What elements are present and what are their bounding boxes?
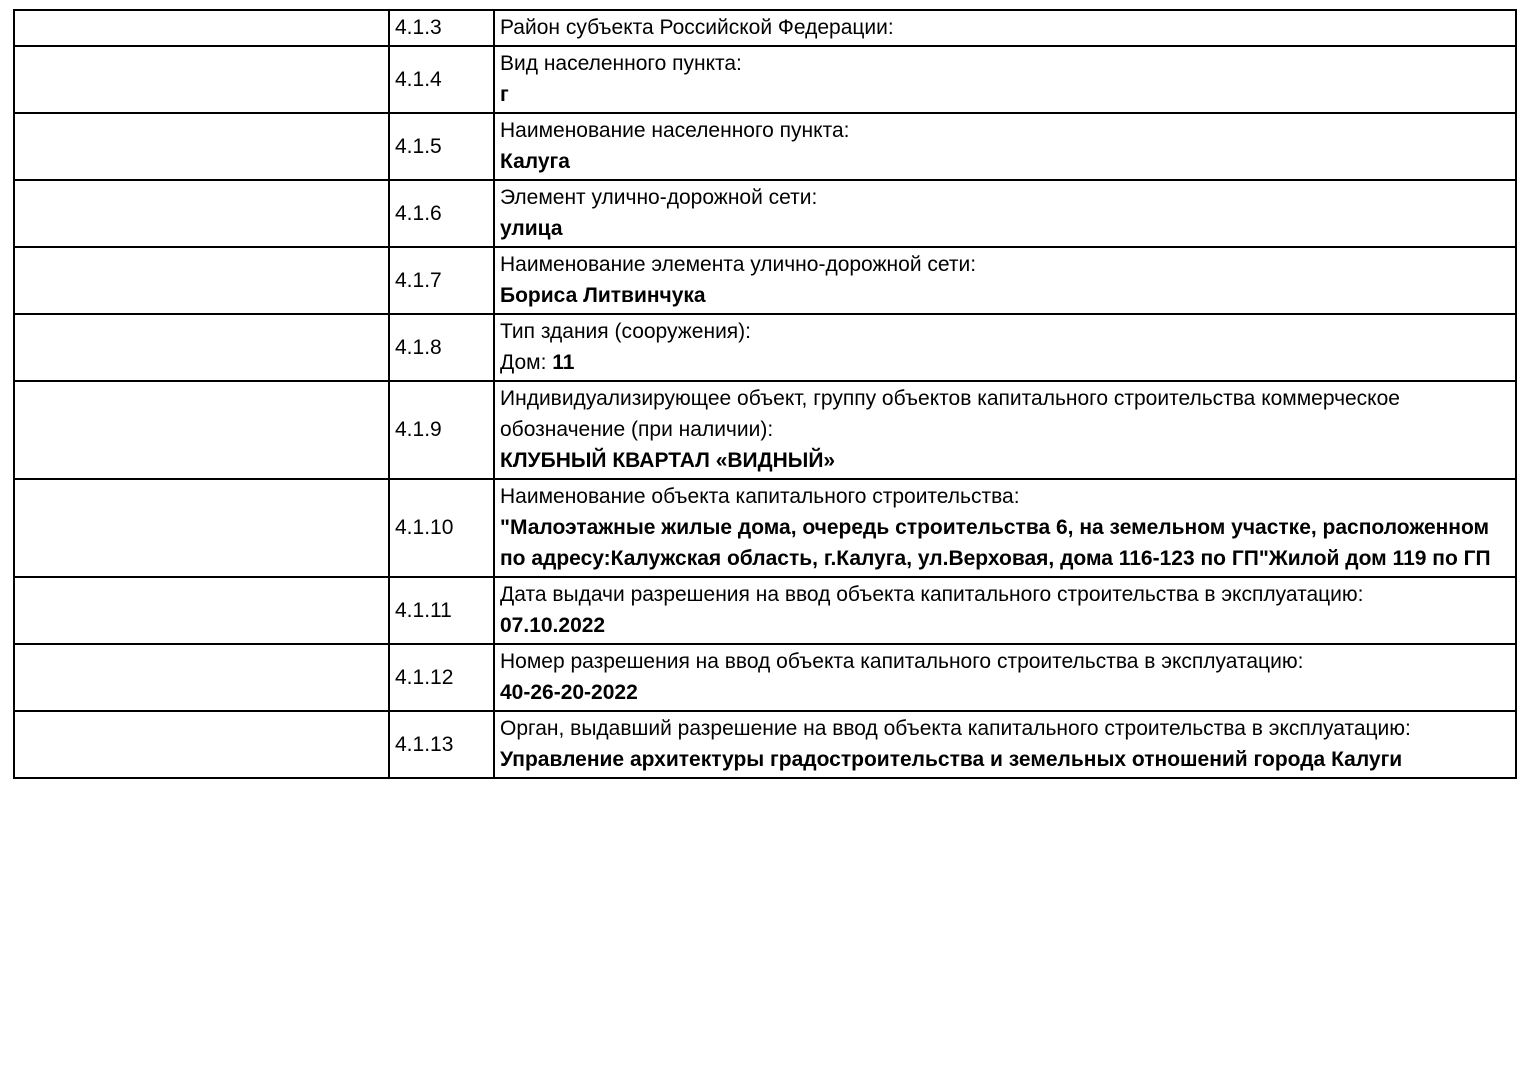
row-content-cell xyxy=(494,180,1516,247)
row-content-cell xyxy=(494,381,1516,479)
field-label: Наименование элемента улично-дорожной сети: xyxy=(500,253,977,276)
field-value-text: г xyxy=(500,83,509,106)
row-number: 4.1.12 xyxy=(389,644,494,711)
empty-cell xyxy=(14,46,389,113)
table-row xyxy=(14,10,1516,46)
field-value-prefix: Дом: xyxy=(500,351,553,374)
empty-cell xyxy=(14,381,389,479)
row-number: 4.1.9 xyxy=(389,381,494,479)
row-number: 4.1.11 xyxy=(389,577,494,644)
row-content-cell xyxy=(494,577,1516,644)
field-value xyxy=(500,347,1511,378)
field-value xyxy=(500,79,1511,110)
table-body xyxy=(14,10,1516,778)
field-value-text: 11 xyxy=(552,351,575,374)
field-value xyxy=(500,744,1511,775)
field-value xyxy=(500,213,1511,244)
row-number: 4.1.13 xyxy=(389,711,494,778)
empty-cell xyxy=(14,644,389,711)
table-row xyxy=(14,577,1516,644)
row-content-cell xyxy=(494,314,1516,381)
table-row xyxy=(14,381,1516,479)
field-label: Наименование объекта капитального строительства: xyxy=(500,485,1020,508)
row-number: 4.1.4 xyxy=(389,46,494,113)
row-content-cell xyxy=(494,46,1516,113)
field-value xyxy=(500,280,1511,311)
field-value-text: улица xyxy=(500,217,563,240)
table-row xyxy=(14,247,1516,314)
row-content-cell xyxy=(494,711,1516,778)
table-row xyxy=(14,711,1516,778)
table-row xyxy=(14,113,1516,180)
field-value-text: 40-26-20-2022 xyxy=(500,681,638,704)
field-value-text: Бориса Литвинчука xyxy=(500,284,706,307)
field-label: Элемент улично-дорожной сети: xyxy=(500,186,818,209)
row-content-cell xyxy=(494,644,1516,711)
field-value-text: Калуга xyxy=(500,150,570,173)
table-row xyxy=(14,180,1516,247)
field-label: Индивидуализирующее объект, группу объектов капитального строительства коммерческое обозначение (при наличии): xyxy=(500,387,1400,441)
row-number: 4.1.3 xyxy=(389,10,494,46)
row-number: 4.1.10 xyxy=(389,479,494,577)
row-number: 4.1.7 xyxy=(389,247,494,314)
table-row xyxy=(14,479,1516,577)
object-info-table xyxy=(13,9,1517,779)
field-value-text: 07.10.2022 xyxy=(500,614,606,637)
field-label: Район субъекта Российской Федерации: xyxy=(500,16,894,39)
empty-cell xyxy=(14,247,389,314)
empty-cell xyxy=(14,577,389,644)
row-content-cell xyxy=(494,10,1516,46)
empty-cell xyxy=(14,113,389,180)
empty-cell xyxy=(14,180,389,247)
empty-cell xyxy=(14,479,389,577)
table-row xyxy=(14,644,1516,711)
table-row xyxy=(14,46,1516,113)
field-value xyxy=(500,146,1511,177)
field-label: Номер разрешения на ввод объекта капитального строительства в эксплуатацию: xyxy=(500,650,1304,673)
field-label: Наименование населенного пункта: xyxy=(500,119,850,142)
field-value xyxy=(500,610,1511,641)
field-label: Тип здания (сооружения): xyxy=(500,320,751,343)
empty-cell xyxy=(14,711,389,778)
field-value xyxy=(500,512,1511,574)
field-value-text: "Малоэтажные жилые дома, очередь строительства 6, на земельном участке, расположенном по адресу:Калужская область, г.Калуга, ул.Верховая, дома 116-123 по ГП"Жилой дом 119 по ГП xyxy=(500,516,1491,570)
field-value xyxy=(500,445,1511,476)
row-number: 4.1.5 xyxy=(389,113,494,180)
field-value-text: Управление архитектуры градостроительства и земельных отношений города Калуги xyxy=(500,748,1403,771)
row-content-cell xyxy=(494,479,1516,577)
table-row xyxy=(14,314,1516,381)
row-content-cell xyxy=(494,247,1516,314)
field-label: Орган, выдавший разрешение на ввод объекта капитального строительства в эксплуатацию: xyxy=(500,717,1411,740)
empty-cell xyxy=(14,10,389,46)
field-label: Вид населенного пункта: xyxy=(500,52,742,75)
row-content-cell xyxy=(494,113,1516,180)
field-value-text: КЛУБНЫЙ КВАРТАЛ «ВИДНЫЙ» xyxy=(500,449,836,472)
field-label: Дата выдачи разрешения на ввод объекта капитального строительства в эксплуатацию: xyxy=(500,583,1364,606)
row-number: 4.1.6 xyxy=(389,180,494,247)
empty-cell xyxy=(14,314,389,381)
field-value xyxy=(500,677,1511,708)
row-number: 4.1.8 xyxy=(389,314,494,381)
